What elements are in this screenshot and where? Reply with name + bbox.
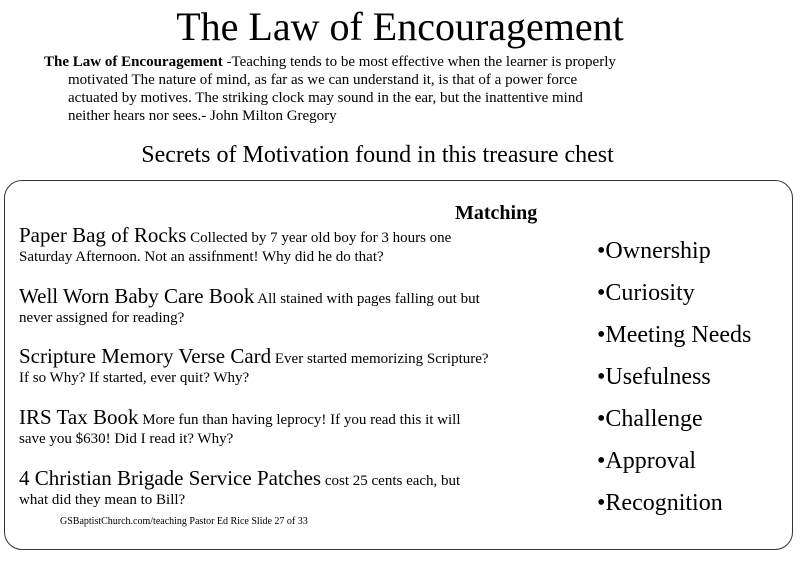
intro-paragraph — [44, 53, 724, 125]
answer-list — [597, 235, 751, 529]
intro-line-3: actuated by motives. The striking clock may sound in the ear, but the inattentive mind — [68, 90, 583, 106]
item-text: cost 25 cents each, but — [321, 473, 461, 489]
answer-item: •Recognition — [597, 490, 723, 516]
list-item — [19, 284, 559, 328]
subtitle: Secrets of Motivation found in this treasure chest — [141, 142, 614, 168]
page-title: The Law of Encouragement — [176, 4, 624, 49]
slide-footer: GSBaptistChurch.com/teaching Pastor Ed Rice Slide 27 of 33 — [60, 516, 308, 527]
matching-heading: Matching — [455, 202, 538, 224]
item-text: More fun than having leprocy! If you read this it will — [138, 412, 461, 428]
item-text-line-2: Saturday Afternoon. Not an assifnment! Why did he do that? — [19, 249, 384, 265]
item-head: Well Worn Baby Care Book — [19, 284, 255, 308]
item-head: 4 Christian Brigade Service Patches — [19, 466, 322, 490]
item-text: Ever started memorizing Scripture? — [271, 351, 489, 367]
answer-item: •Ownership — [597, 238, 711, 264]
item-text-line-2: If so Why? If started, ever quit? Why? — [19, 370, 250, 386]
answer-item: •Curiosity — [597, 280, 695, 306]
list-item — [19, 344, 559, 388]
answer-item: •Approval — [597, 448, 697, 474]
item-text: Collected by 7 year old boy for 3 hours one — [186, 230, 452, 246]
item-text-line-2: what did they mean to Bill? — [19, 492, 186, 508]
list-item — [19, 466, 559, 510]
list-item — [19, 223, 559, 267]
intro-line-4: neither hears nor sees.- John Milton Gregory — [68, 108, 337, 124]
item-text-line-2: never assigned for reading? — [19, 310, 185, 326]
item-head: Paper Bag of Rocks — [19, 223, 187, 247]
answer-item: •Usefulness — [597, 364, 711, 390]
intro-line-2: motivated The nature of mind, as far as we can understand it, is that of a power force — [68, 72, 578, 88]
intro-line-1: -Teaching tends to be most effective when the learner is properly — [222, 54, 616, 70]
item-text: All stained with pages falling out but — [254, 291, 480, 307]
answer-item: •Challenge — [597, 406, 703, 432]
intro-lead: The Law of Encouragement — [44, 54, 223, 70]
item-head: IRS Tax Book — [19, 405, 139, 429]
list-item — [19, 405, 559, 449]
answer-item: •Meeting Needs — [597, 322, 752, 348]
item-head: Scripture Memory Verse Card — [19, 344, 272, 368]
item-text-line-2: save you $630! Did I read it? Why? — [19, 431, 234, 447]
